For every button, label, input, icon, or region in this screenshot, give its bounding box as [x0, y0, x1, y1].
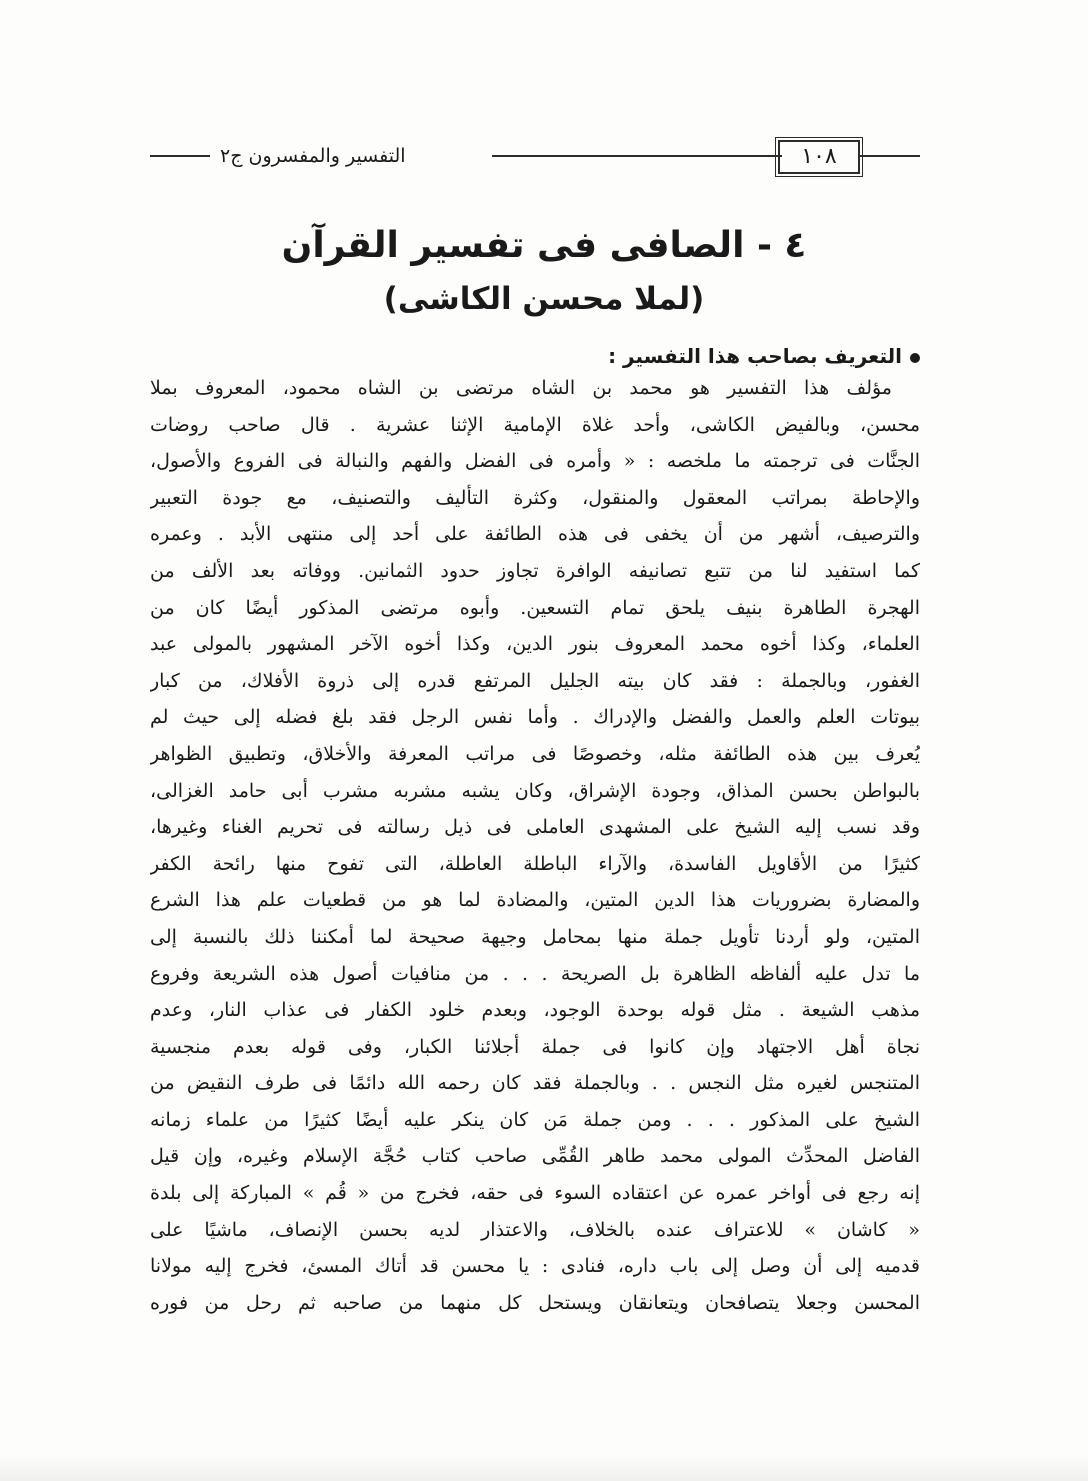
- text-line: إنه رجع فى أواخر عمره عن اعتقاده السوء فى حقه، فخرج من « قُم » المباركة إلى بلدة: [150, 1182, 920, 1205]
- scan-edge: [0, 1455, 1088, 1481]
- text-line: مذهب الشيعة . مثل قوله بوحدة الوجود، وبعدم خلود الكفار فى عذاب النار، وعدم: [150, 999, 920, 1022]
- text-line: كما استفيد لنا من تتبع تصانيفه الوافرة تجاوز حدود الثمانين. ووفاته بعد الألف من: [150, 559, 920, 582]
- text-line: قدميه إلى أن وصل إلى باب داره، فنادى : يا محسن قد أتاك المسئ، فخرج إليه مولانا: [150, 1255, 920, 1278]
- header-rule-left: [150, 155, 210, 157]
- running-title: التفسير والمفسرون ج٢: [220, 145, 406, 167]
- text-line: الفاضل المحدِّث المولى محمد طاهر القُمِّى صاحب كتاب حُجَّة الإسلام وغيره، وإن قيل: [150, 1145, 920, 1168]
- text-line: الغفور، وبالجملة : فقد كان بيته الجليل المرتفع قدره إلى ذروة الأفلاك، من كبار: [150, 669, 920, 692]
- bullet-icon: [910, 353, 920, 363]
- text-line: « كاشان » للاعتراف عنده بالخلاف، والاعتذار لديه بحسن الإنصاف، ماشيًا على: [150, 1218, 920, 1241]
- text-line: والمضارة بضروريات هذا الدين المتين، والمضادة لما هو من قطعيات علم هذا الشرع: [150, 889, 920, 912]
- text-line: الجنَّات فى ترجمته ما ملخصه : « وأمره فى الفضل والفهم والنبالة فى الفروع والأصول،: [150, 450, 920, 473]
- text-line: وقد نسب إليه الشيخ على المشهدى العاملى فى ذيل رسالته فى تحريم الغناء وغيرها،: [150, 816, 920, 839]
- text-line: بالبواطن بحسن المذاق، وجودة الإشراق، وكان يشبه مشربه مشرب أبى حامد الغزالى،: [150, 779, 920, 802]
- page-number: ١٠٨: [778, 140, 860, 174]
- text-line: بيوتات العلم والعمل والفضل والإدراك . وأما نفس الرجل فقد بلغ فضله إلى حيث لم: [150, 706, 920, 729]
- chapter-subtitle: (لملا محسن الكاشى): [383, 281, 705, 317]
- text-line: والإحاطة بمراتب المعقول والمنقول، وكثرة التأليف والتصنيف، مع جودة التعبير: [150, 486, 920, 509]
- text-line: والترصيف، أشهر من أن يخفى فى هذه الطائفة على أحد إلى منتهى الأبد . وعمره: [150, 523, 920, 546]
- text-line: المحسن وجعلا يتصافحان ويتعانقان ويستحل كل منهما من صاحبه ثم رحل من فوره: [150, 1291, 920, 1314]
- text-line: محسن، وبالفيض الكاشى، وأحد غلاة الإمامية الإثنا عشرية . قال صاحب روضات: [150, 413, 920, 436]
- text-line: ما تدل عليه ألفاظه الظاهرة بل الصريحة . . . من منافيات أصول هذه الشريعة وفروع: [150, 962, 920, 985]
- body-text: [150, 370, 920, 1321]
- text-line: الشيخ على المذكور . . . ومن جملة مَن كان ينكر عليه أيضًا كثيرًا من علماء زمانه: [150, 1108, 920, 1131]
- header-rule-middle: [492, 155, 782, 157]
- text-line: نجاة أهل الاجتهاد وإن كانوا فى جملة أجلائنا الكبار، وفى قوله بعدم منجسية: [150, 1035, 920, 1058]
- running-header: [150, 136, 920, 176]
- text-line: المتنجس لغيره مثل النجس . . وبالجملة فقد كان رحمه الله دائمًا فى طرف النقيض من: [150, 1072, 920, 1095]
- text-line: المتين، ولو أردنا تأويل جملة منها بمحامل وجيهة صحيحة لما أمكننا ذلك بالنسبة إلى: [150, 925, 920, 948]
- section-heading: [608, 338, 920, 374]
- section-heading-text: التعريف بصاحب هذا التفسير :: [608, 344, 902, 368]
- header-rule-right: [858, 155, 920, 157]
- text-line: العلماء، وكذا أخوه محمد المعروف بنور الدين، وكذا أخوه الآخر المشهور بالمولى عبد: [150, 633, 920, 656]
- text-line: يُعرف بين هذه الطائفة مثله، وخصوصًا فى مراتب المعرفة والأخلاق، وتطبيق الظواهر: [150, 742, 920, 765]
- text-line: مؤلف هذا التفسير هو محمد بن الشاه مرتضى بن الشاه محمود، المعروف بملا: [150, 377, 892, 399]
- text-line: الهجرة الطاهرة بنيف يلحق تمام التسعين. وأبوه مرتضى المذكور أيضًا كان من: [150, 596, 920, 619]
- chapter-title: ٤ - الصافى فى تفسير القرآن: [281, 225, 807, 266]
- text-line: كثيرًا من الأقاويل الفاسدة، والآراء الباطلة العاطلة، التى تفوح منها رائحة الكفر: [150, 852, 920, 875]
